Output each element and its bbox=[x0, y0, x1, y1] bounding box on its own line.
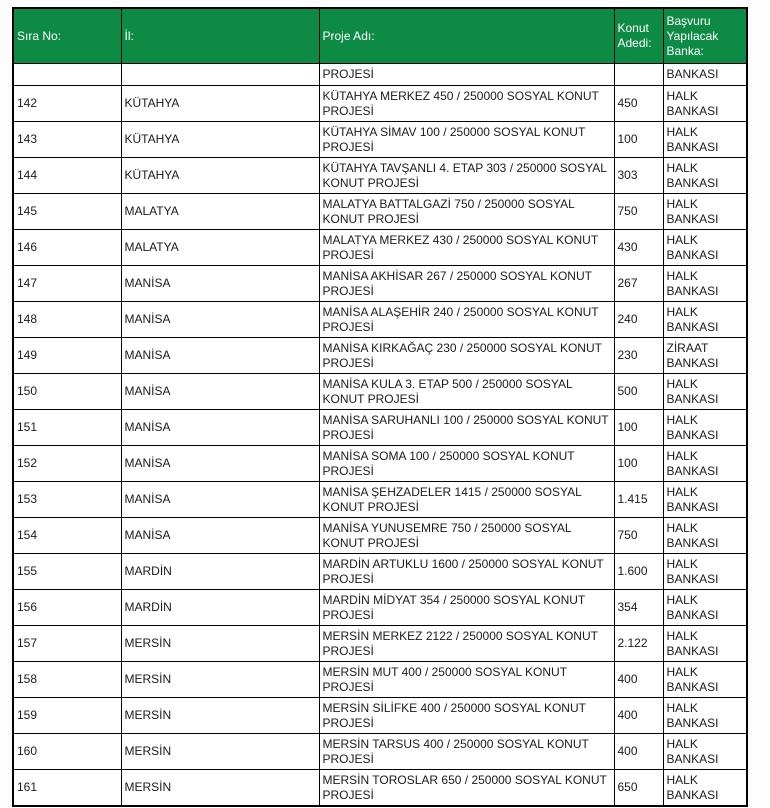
cell-sira-no: 149 bbox=[13, 338, 121, 374]
cell-konut-adedi: 750 bbox=[614, 518, 663, 554]
table-header bbox=[13, 8, 747, 64]
cell-sira-no: 155 bbox=[13, 554, 121, 590]
cell-konut-adedi: 2.122 bbox=[614, 626, 663, 662]
cell-konut-adedi: 100 bbox=[614, 446, 663, 482]
cell-proje-adi: MANİSA ALAŞEHİR 240 / 250000 SOSYAL KONUT PROJESİ bbox=[319, 302, 614, 338]
cell-sira-no: 159 bbox=[13, 698, 121, 734]
cell-il bbox=[121, 64, 319, 86]
cell-sira-no: 148 bbox=[13, 302, 121, 338]
cell-proje-adi: MERSİN MUT 400 / 250000 SOSYAL KONUT PROJESİ bbox=[319, 662, 614, 698]
cell-banka: HALK BANKASI bbox=[663, 86, 747, 122]
cell-proje-adi: MERSİN SİLİFKE 400 / 250000 SOSYAL KONUT PROJESİ bbox=[319, 698, 614, 734]
cell-konut-adedi: 750 bbox=[614, 194, 663, 230]
cell-banka: BANKASI bbox=[663, 64, 747, 86]
table-row bbox=[13, 302, 747, 338]
column-header-basvuru-banka: Başvuru Yapılacak Banka: bbox=[663, 8, 747, 64]
cell-banka: HALK BANKASI bbox=[663, 770, 747, 807]
cell-sira-no: 153 bbox=[13, 482, 121, 518]
table-row bbox=[13, 374, 747, 410]
cell-proje-adi: MERSİN TOROSLAR 650 / 250000 SOSYAL KONUT PROJESİ bbox=[319, 770, 614, 807]
cell-il: MERSİN bbox=[121, 626, 319, 662]
table-row bbox=[13, 266, 747, 302]
cell-il: MANİSA bbox=[121, 302, 319, 338]
cell-konut-adedi bbox=[614, 64, 663, 86]
cell-banka: HALK BANKASI bbox=[663, 554, 747, 590]
cell-il: MANİSA bbox=[121, 338, 319, 374]
cell-konut-adedi: 450 bbox=[614, 86, 663, 122]
table-row bbox=[13, 482, 747, 518]
cell-il: MARDİN bbox=[121, 590, 319, 626]
table-row bbox=[13, 590, 747, 626]
cell-banka: HALK BANKASI bbox=[663, 374, 747, 410]
cell-sira-no: 158 bbox=[13, 662, 121, 698]
column-header-proje-adi: Proje Adı: bbox=[319, 8, 614, 64]
cell-konut-adedi: 303 bbox=[614, 158, 663, 194]
table-row bbox=[13, 734, 747, 770]
cell-konut-adedi: 240 bbox=[614, 302, 663, 338]
cell-il: MANİSA bbox=[121, 518, 319, 554]
table-row bbox=[13, 698, 747, 734]
cell-konut-adedi: 1.415 bbox=[614, 482, 663, 518]
cell-banka: HALK BANKASI bbox=[663, 626, 747, 662]
cell-proje-adi: MERSİN MERKEZ 2122 / 250000 SOSYAL KONUT PROJESİ bbox=[319, 626, 614, 662]
column-header-konut-adedi: Konut Adedi: bbox=[614, 8, 663, 64]
cell-proje-adi: MALATYA MERKEZ 430 / 250000 SOSYAL KONUT PROJESİ bbox=[319, 230, 614, 266]
cell-proje-adi: MANİSA AKHİSAR 267 / 250000 SOSYAL KONUT PROJESİ bbox=[319, 266, 614, 302]
cell-banka: HALK BANKASI bbox=[663, 266, 747, 302]
table-row bbox=[13, 230, 747, 266]
table-row bbox=[13, 446, 747, 482]
cell-il: MALATYA bbox=[121, 194, 319, 230]
cell-banka: HALK BANKASI bbox=[663, 446, 747, 482]
cell-konut-adedi: 400 bbox=[614, 662, 663, 698]
cell-sira-no: 145 bbox=[13, 194, 121, 230]
table-row bbox=[13, 662, 747, 698]
cell-konut-adedi: 1.600 bbox=[614, 554, 663, 590]
cell-proje-adi: MARDİN ARTUKLU 1600 / 250000 SOSYAL KONUT PROJESİ bbox=[319, 554, 614, 590]
cell-sira-no: 147 bbox=[13, 266, 121, 302]
cell-konut-adedi: 354 bbox=[614, 590, 663, 626]
cell-konut-adedi: 267 bbox=[614, 266, 663, 302]
cell-konut-adedi: 650 bbox=[614, 770, 663, 807]
cell-proje-adi: KÜTAHYA MERKEZ 450 / 250000 SOSYAL KONUT PROJESİ bbox=[319, 86, 614, 122]
cell-proje-adi: MALATYA BATTALGAZİ 750 / 250000 SOSYAL KONUT PROJESİ bbox=[319, 194, 614, 230]
column-header-il: İl: bbox=[121, 8, 319, 64]
cell-sira-no: 157 bbox=[13, 626, 121, 662]
table-row bbox=[13, 338, 747, 374]
cell-konut-adedi: 430 bbox=[614, 230, 663, 266]
cell-proje-adi: MARDİN MİDYAT 354 / 250000 SOSYAL KONUT PROJESİ bbox=[319, 590, 614, 626]
table-row bbox=[13, 410, 747, 446]
table-row bbox=[13, 518, 747, 554]
cell-proje-adi: KÜTAHYA TAVŞANLI 4. ETAP 303 / 250000 SOSYAL KONUT PROJESİ bbox=[319, 158, 614, 194]
table-row bbox=[13, 770, 747, 807]
cell-sira-no: 154 bbox=[13, 518, 121, 554]
cell-proje-adi: MANİSA YUNUSEMRE 750 / 250000 SOSYAL KONUT PROJESİ bbox=[319, 518, 614, 554]
cell-banka: HALK BANKASI bbox=[663, 590, 747, 626]
cell-sira-no: 142 bbox=[13, 86, 121, 122]
cell-banka: HALK BANKASI bbox=[663, 158, 747, 194]
cell-banka: HALK BANKASI bbox=[663, 698, 747, 734]
cell-banka: HALK BANKASI bbox=[663, 194, 747, 230]
cell-konut-adedi: 400 bbox=[614, 734, 663, 770]
cell-il: MANİSA bbox=[121, 446, 319, 482]
column-header-sira-no: Sıra No: bbox=[13, 8, 121, 64]
cell-banka: ZİRAAT BANKASI bbox=[663, 338, 747, 374]
cell-sira-no: 156 bbox=[13, 590, 121, 626]
cell-proje-adi: KÜTAHYA SİMAV 100 / 250000 SOSYAL KONUT PROJESİ bbox=[319, 122, 614, 158]
cell-banka: HALK BANKASI bbox=[663, 122, 747, 158]
cell-banka: HALK BANKASI bbox=[663, 734, 747, 770]
cell-il: MANİSA bbox=[121, 482, 319, 518]
cell-proje-adi: MANİSA KIRKAĞAÇ 230 / 250000 SOSYAL KONUT PROJESİ bbox=[319, 338, 614, 374]
cell-proje-adi: PROJESİ bbox=[319, 64, 614, 86]
cell-banka: HALK BANKASI bbox=[663, 482, 747, 518]
cell-il: KÜTAHYA bbox=[121, 86, 319, 122]
cell-banka: HALK BANKASI bbox=[663, 302, 747, 338]
cell-proje-adi: MANİSA KULA 3. ETAP 500 / 250000 SOSYAL KONUT PROJESİ bbox=[319, 374, 614, 410]
cell-sira-no: 143 bbox=[13, 122, 121, 158]
cell-banka: HALK BANKASI bbox=[663, 518, 747, 554]
table-row bbox=[13, 122, 747, 158]
cell-il: MANİSA bbox=[121, 266, 319, 302]
cell-proje-adi: MANİSA SOMA 100 / 250000 SOSYAL KONUT PROJESİ bbox=[319, 446, 614, 482]
cell-konut-adedi: 230 bbox=[614, 338, 663, 374]
cell-il: MANİSA bbox=[121, 374, 319, 410]
cell-proje-adi: MERSİN TARSUS 400 / 250000 SOSYAL KONUT PROJESİ bbox=[319, 734, 614, 770]
cell-konut-adedi: 500 bbox=[614, 374, 663, 410]
cell-sira-no bbox=[13, 64, 121, 86]
cell-il: MERSİN bbox=[121, 770, 319, 807]
table-row bbox=[13, 86, 747, 122]
cell-sira-no: 160 bbox=[13, 734, 121, 770]
cell-il: MERSİN bbox=[121, 734, 319, 770]
cell-konut-adedi: 100 bbox=[614, 410, 663, 446]
cell-il: MARDİN bbox=[121, 554, 319, 590]
table-body bbox=[13, 64, 747, 807]
cell-proje-adi: MANİSA SARUHANLI 100 / 250000 SOSYAL KONUT PROJESİ bbox=[319, 410, 614, 446]
table-row bbox=[13, 626, 747, 662]
cell-sira-no: 150 bbox=[13, 374, 121, 410]
cell-il: MERSİN bbox=[121, 698, 319, 734]
cell-proje-adi: MANİSA ŞEHZADELER 1415 / 250000 SOSYAL KONUT PROJESİ bbox=[319, 482, 614, 518]
cell-il: MANİSA bbox=[121, 410, 319, 446]
cell-sira-no: 146 bbox=[13, 230, 121, 266]
cell-konut-adedi: 400 bbox=[614, 698, 663, 734]
table-row bbox=[13, 194, 747, 230]
cell-konut-adedi: 100 bbox=[614, 122, 663, 158]
cell-il: KÜTAHYA bbox=[121, 122, 319, 158]
cell-sira-no: 152 bbox=[13, 446, 121, 482]
cell-banka: HALK BANKASI bbox=[663, 230, 747, 266]
table-row-partial bbox=[13, 64, 747, 86]
cell-sira-no: 161 bbox=[13, 770, 121, 807]
cell-sira-no: 151 bbox=[13, 410, 121, 446]
cell-banka: HALK BANKASI bbox=[663, 662, 747, 698]
cell-il: MERSİN bbox=[121, 662, 319, 698]
table-row bbox=[13, 158, 747, 194]
header-row bbox=[13, 8, 747, 64]
table-row bbox=[13, 554, 747, 590]
cell-il: KÜTAHYA bbox=[121, 158, 319, 194]
cell-sira-no: 144 bbox=[13, 158, 121, 194]
cell-il: MALATYA bbox=[121, 230, 319, 266]
housing-projects-table bbox=[12, 7, 748, 807]
cell-banka: HALK BANKASI bbox=[663, 410, 747, 446]
